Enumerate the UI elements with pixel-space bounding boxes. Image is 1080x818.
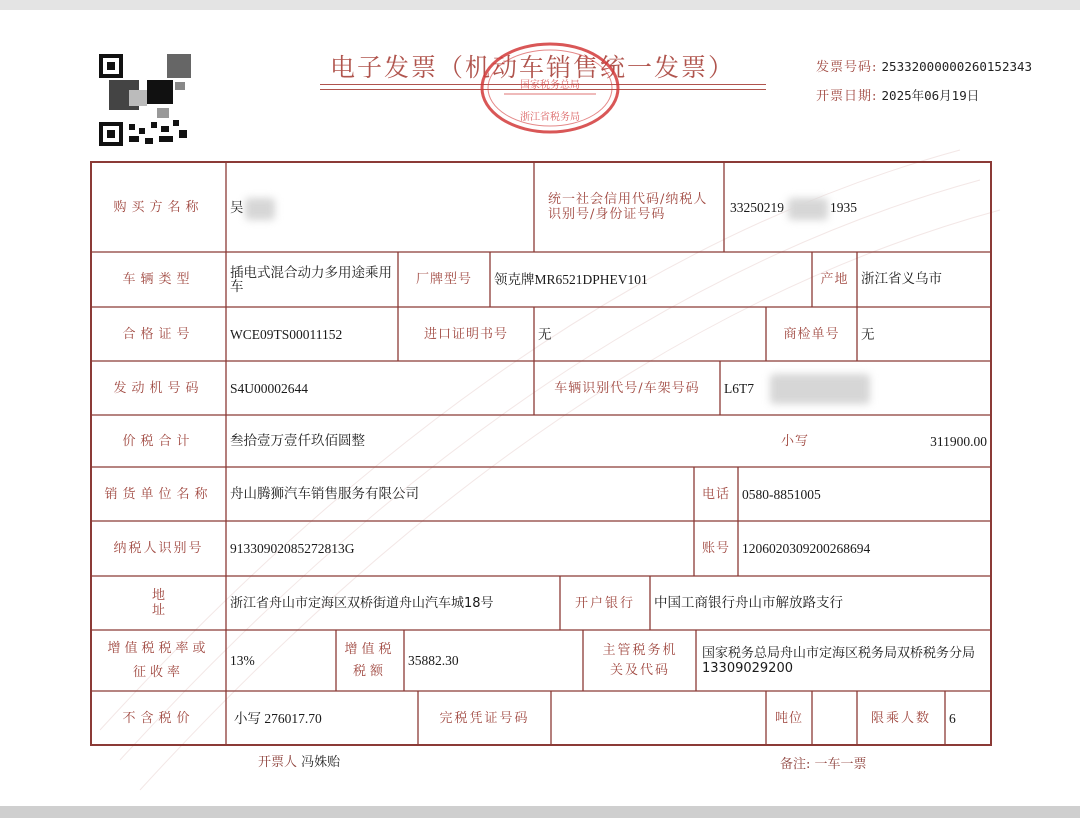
inspection-label: 商检单号 — [783, 326, 840, 342]
inspection-value: 无 — [861, 326, 875, 342]
buyer-label: 购买方名称 — [113, 199, 204, 215]
vehicle-type-value: 插电式混合动力多用途乘用车 — [230, 264, 392, 295]
remarks-label: 备注: — [780, 757, 811, 772]
vat-rate-label: 增值税税率或征收率 — [107, 640, 210, 680]
buyer-redaction — [245, 198, 275, 220]
vat-amount-value: 35882.30 — [408, 653, 459, 668]
seller-label: 销货单位名称 — [104, 486, 213, 502]
passenger-limit-label: 限乘人数 — [870, 710, 931, 726]
phone-label: 电话 — [701, 486, 730, 502]
total-small-label: 小写 — [780, 433, 809, 449]
seal-bottom-text: 浙江省税务局 — [520, 112, 580, 123]
vin-redaction — [770, 374, 870, 404]
tonnage-label: 吨位 — [774, 710, 803, 726]
bank-label: 开户银行 — [574, 595, 635, 611]
buyer-value: 吴 — [230, 199, 244, 215]
issuer-line — [258, 751, 340, 770]
invoice-date-label: 开票日期: — [816, 89, 878, 104]
issuer-label: 开票人 — [258, 755, 298, 770]
origin-value: 浙江省义乌市 — [861, 271, 942, 287]
import-cert-label: 进口证明书号 — [423, 326, 508, 342]
engine-number-label: 发动机号码 — [113, 380, 204, 396]
tax-voucher-value — [551, 691, 766, 745]
invoice-number: 25332000000260152343 — [881, 59, 1033, 74]
vehicle-type-label: 车辆类型 — [122, 272, 195, 287]
tax-id-value: 91330902085272813G — [230, 541, 355, 556]
total-in-words: 叁拾壹万壹仟玖佰圆整 — [230, 432, 365, 449]
issuer-value: 冯姝贻 — [301, 755, 341, 770]
certificate-label: 合格证号 — [122, 326, 195, 342]
vat-amount-label: 增值税税额 — [344, 641, 396, 679]
remarks-value: 一车一票 — [814, 757, 867, 772]
tax-authority-value: 国家税务总局舟山市定海区税务局双桥税务分局13309029200 — [702, 645, 976, 676]
tax-authority-label: 主管税务机关及代码 — [602, 642, 678, 678]
origin-label: 产地 — [820, 272, 849, 287]
tax-voucher-label: 完税凭证号码 — [439, 710, 530, 726]
credit-code-prefix: 33250219 — [730, 199, 784, 215]
total-label: 价税合计 — [122, 433, 195, 449]
address-label: 地址 — [151, 588, 205, 618]
brand-model-value: 领克牌MR6521DPHEV101 — [494, 272, 648, 287]
invoice-date: 2025年06月19日 — [881, 88, 980, 103]
brand-model-label: 厂牌型号 — [415, 272, 472, 287]
account-value: 1206020309200268694 — [742, 541, 871, 556]
pretax-price-value: 小写 276017.70 — [234, 710, 322, 726]
certificate-value: WCE09TS00011152 — [230, 326, 343, 342]
tonnage-value — [812, 691, 857, 745]
invoice-number-label: 发票号码: — [816, 60, 878, 75]
credit-code-suffix: 1935 — [830, 199, 857, 215]
credit-code-redaction — [788, 198, 828, 220]
phone-value: 0580-8851005 — [742, 486, 821, 502]
total-small-value: 311900.00 — [930, 433, 987, 449]
invoice-title: 电子发票（机动车销售统一发票） — [330, 53, 736, 82]
bank-value: 中国工商银行舟山市解放路支行 — [654, 594, 843, 611]
passenger-limit-value: 6 — [949, 710, 956, 726]
vin-value: L6T7 — [724, 380, 754, 396]
pretax-price-label: 不含税价 — [122, 710, 195, 726]
address-value: 浙江省舟山市定海区双桥街道舟山汽车城18号 — [230, 595, 494, 611]
credit-code-label: 统一社会信用代码/纳税人识别号/身份证号码 — [548, 192, 708, 222]
engine-number-value: S4U00002644 — [230, 380, 309, 396]
seal-top-text: 国家税务总局 — [520, 80, 580, 91]
seller-value: 舟山腾狮汽车销售服务有限公司 — [230, 485, 419, 502]
account-label: 账号 — [701, 541, 730, 556]
remarks-line — [780, 753, 867, 772]
vin-label: 车辆识别代号/车架号码 — [554, 380, 700, 396]
vat-rate-value: 13% — [230, 653, 255, 668]
tax-id-label: 纳税人识别号 — [113, 541, 204, 556]
import-cert-value: 无 — [538, 326, 552, 342]
